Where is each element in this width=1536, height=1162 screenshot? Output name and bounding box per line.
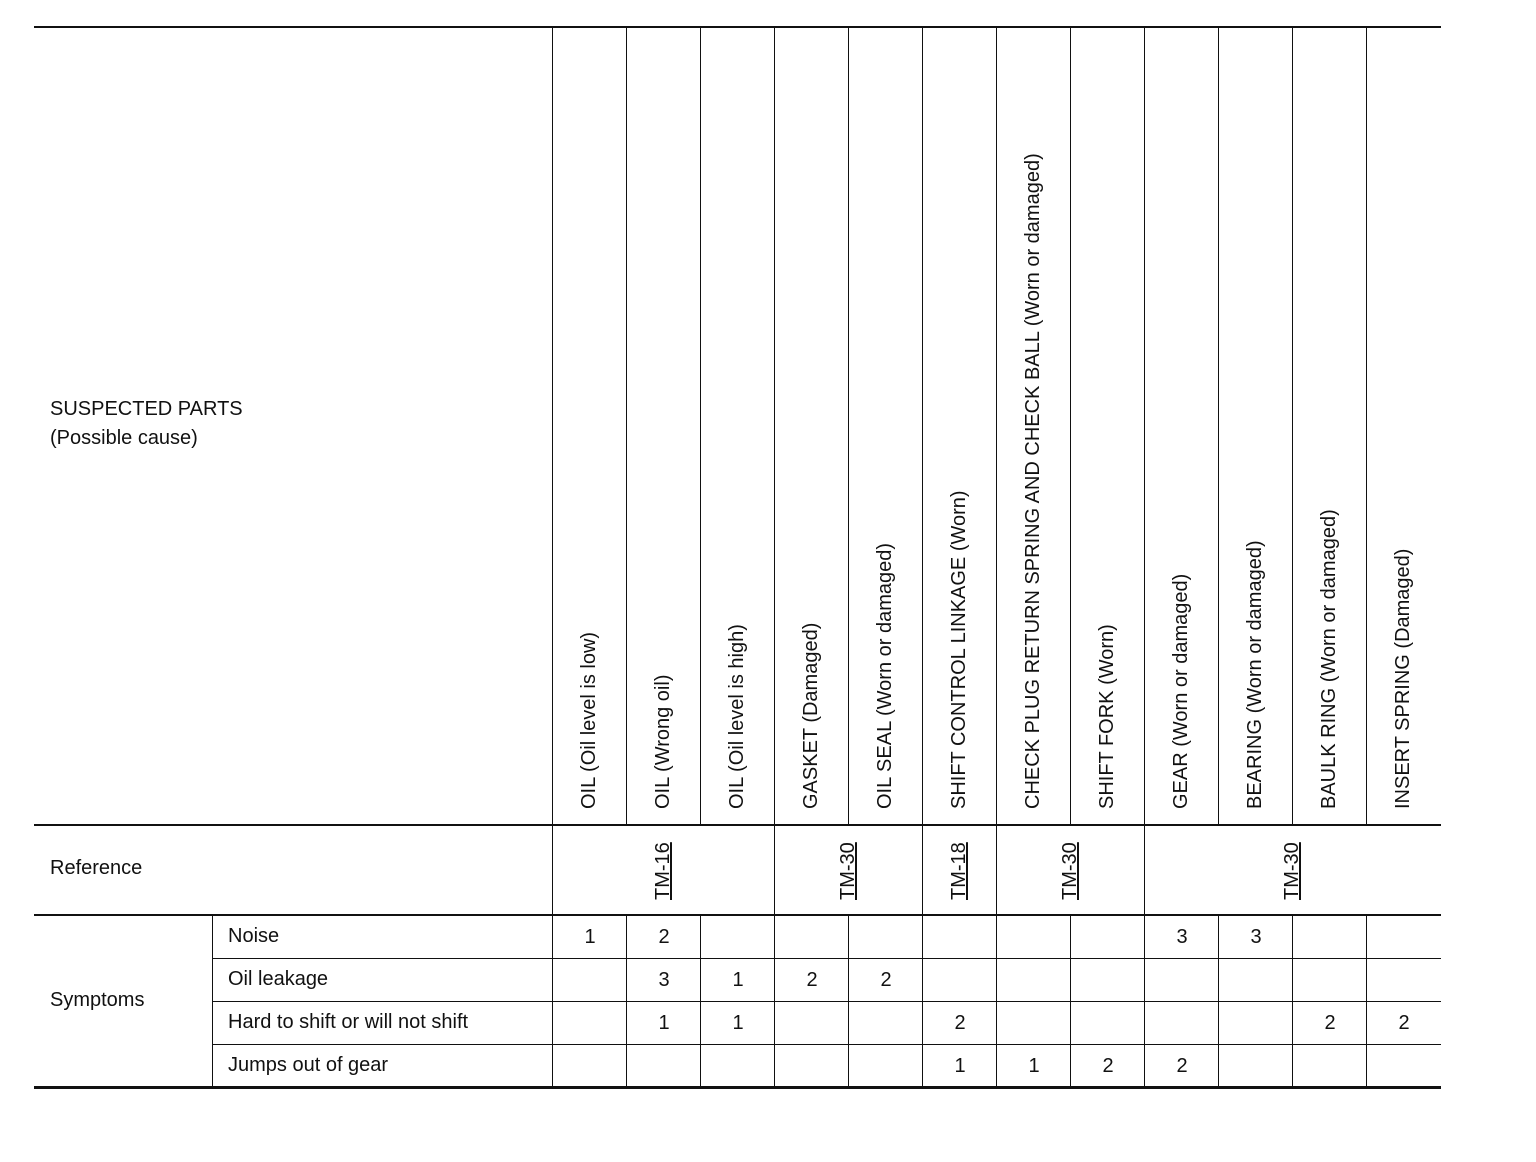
priority-cell: 1 xyxy=(584,926,596,948)
possible-cause-label: (Possible cause) xyxy=(50,427,198,449)
priority-cell: 2 xyxy=(1102,1055,1114,1077)
reference-link-tm18[interactable]: TM-18 xyxy=(948,842,970,900)
col-divider xyxy=(922,27,923,1087)
priority-cell: 1 xyxy=(732,1012,744,1034)
column-header-oil-seal: OIL SEAL (Worn or damaged) xyxy=(874,542,896,809)
col-divider xyxy=(212,915,213,1087)
priority-cell: 2 xyxy=(954,1012,966,1034)
col-divider xyxy=(1218,27,1219,825)
column-header-shift-fork: SHIFT FORK (Worn) xyxy=(1096,624,1118,809)
column-header-gasket: GASKET (Damaged) xyxy=(800,622,822,809)
symptom-noise: Noise xyxy=(228,925,280,947)
col-divider xyxy=(1070,27,1071,825)
priority-cell: 2 xyxy=(880,969,892,991)
col-divider xyxy=(1292,27,1293,825)
symptoms-label: Symptoms xyxy=(50,989,145,1011)
priority-cell: 2 xyxy=(1324,1012,1336,1034)
column-header-shift-control-linkage: SHIFT CONTROL LINKAGE (Worn) xyxy=(948,490,970,809)
column-header-baulk-ring: BAULK RING (Worn or damaged) xyxy=(1318,509,1340,809)
column-header-gear: GEAR (Worn or damaged) xyxy=(1170,573,1192,809)
col-divider xyxy=(1366,915,1367,1087)
col-divider xyxy=(996,27,997,1087)
symptom-oil-leakage: Oil leakage xyxy=(228,968,329,990)
suspected-parts-label: SUSPECTED PARTS xyxy=(50,398,243,420)
symptom-hard-to-shift: Hard to shift or will not shift xyxy=(228,1011,469,1033)
priority-cell: 2 xyxy=(1398,1012,1410,1034)
row-divider xyxy=(212,1044,1441,1045)
table-top-rule xyxy=(34,26,1441,28)
col-divider xyxy=(848,27,849,825)
header-bottom-rule xyxy=(34,824,1441,826)
reference-link-tm30[interactable]: TM-30 xyxy=(1281,842,1303,900)
reference-link-tm30[interactable]: TM-30 xyxy=(837,842,859,900)
priority-cell: 2 xyxy=(658,926,670,948)
priority-cell: 3 xyxy=(1176,926,1188,948)
reference-link-tm30[interactable]: TM-30 xyxy=(1059,842,1081,900)
reference-label: Reference xyxy=(50,857,143,879)
column-header-check-plug: CHECK PLUG RETURN SPRING AND CHECK BALL (Worn or damaged) xyxy=(1022,153,1044,809)
col-divider xyxy=(774,27,775,1087)
column-header-oil-high: OIL (Oil level is high) xyxy=(726,624,748,809)
col-divider xyxy=(700,27,701,825)
table-bottom-rule xyxy=(34,1086,1441,1089)
priority-cell: 1 xyxy=(954,1055,966,1077)
priority-cell: 1 xyxy=(732,969,744,991)
column-header-insert-spring: INSERT SPRING (Damaged) xyxy=(1392,548,1414,809)
column-header-oil-low: OIL (Oil level is low) xyxy=(578,631,600,809)
column-header-bearing: BEARING (Worn or damaged) xyxy=(1244,540,1266,809)
priority-cell: 3 xyxy=(658,969,670,991)
priority-cell: 2 xyxy=(1176,1055,1188,1077)
column-header-oil-wrong: OIL (Wrong oil) xyxy=(652,674,674,809)
symptom-jumps-out-of-gear: Jumps out of gear xyxy=(228,1054,389,1076)
reference-link-tm16[interactable]: TM-16 xyxy=(652,842,674,900)
priority-cell: 1 xyxy=(658,1012,670,1034)
priority-cell: 3 xyxy=(1250,926,1262,948)
col-divider xyxy=(1366,27,1367,825)
priority-cell: 1 xyxy=(1028,1055,1040,1077)
col-divider xyxy=(626,27,627,825)
priority-cell: 2 xyxy=(806,969,818,991)
